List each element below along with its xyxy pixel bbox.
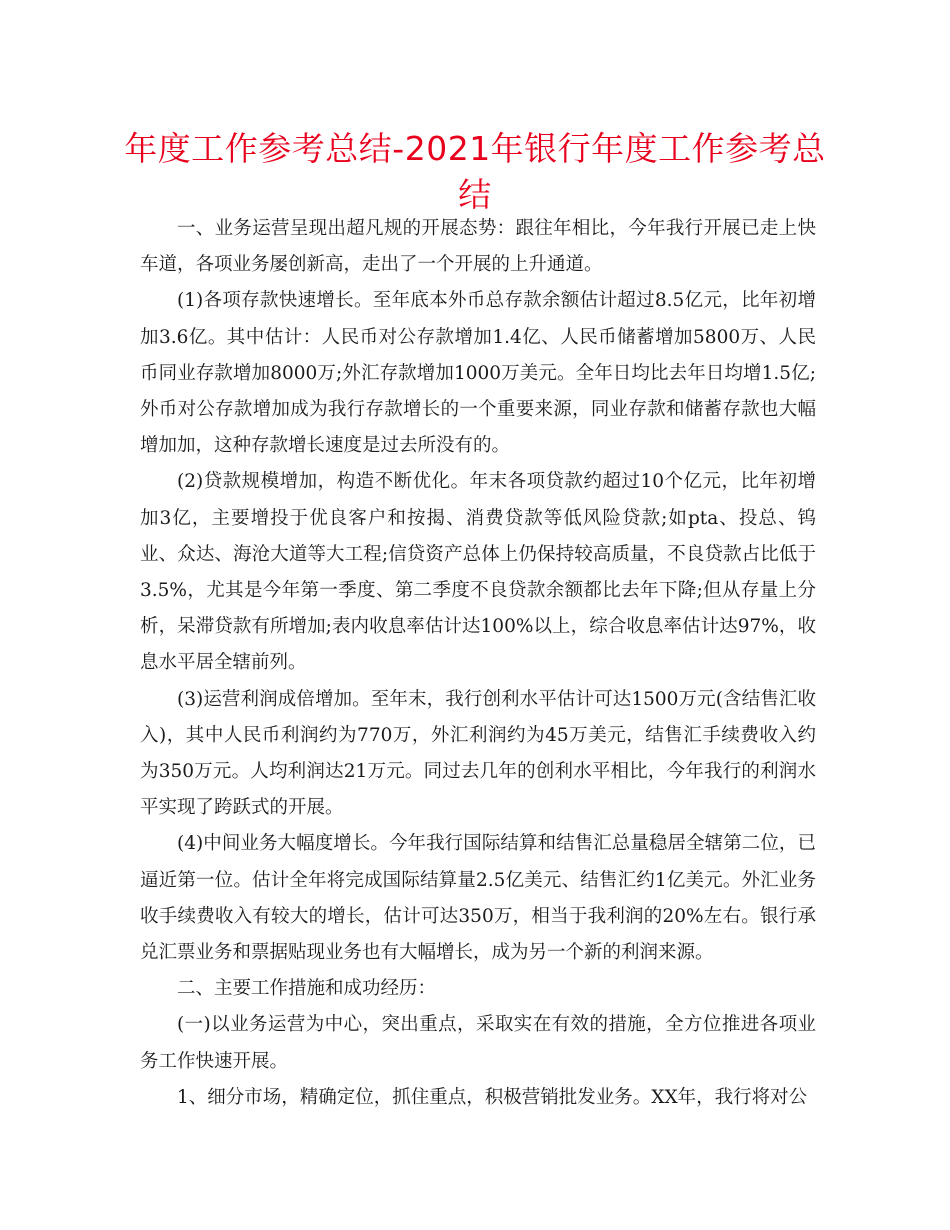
paragraph-8: 1、细分市场，精确定位，抓住重点，积极营销批发业务。XX年，我行将对公 (177, 1086, 808, 1108)
document-title: 年度工作参考总结-2021年银行年度工作参考总结 (124, 129, 826, 214)
paragraph-2: (1)各项存款快速增长。至年底本外币总存款余额估计超过8.5亿元，比年初增加3.6亿。其中估计：人民币对公存款增加1.4亿、人民币储蓄增加5800万、人民币同业存款增加8000万;外汇存款增加1000万美元。全年日均比去年日均增1.5亿;外币对公存款增加成为我行存款增长的一个重要来源，同业存款和储蓄存款也大幅增加加，这种存款增长速度是过去所没有的。 (140, 290, 816, 457)
document-body (140, 211, 816, 1116)
paragraph-7: (一)以业务运营为中心，突出重点，采取实在有效的措施，全方位推进各项业务工作快速开展。 (140, 1014, 816, 1072)
paragraph-4: (3)运营利润成倍增加。至年末，我行创利水平估计可达1500万元(含结售汇收入)，其中人民币利润约为770万，外汇利润约为45万美元，结售汇手续费收入约为350万元。人均利润达21万元。同过去几年的创利水平相比，今年我行的利润水平实现了跨跃式的开展。 (140, 688, 816, 819)
paragraph-1: 一、业务运营呈现出超凡规的开展态势：跟往年相比，今年我行开展已走上快车道，各项业务屡创新高，走出了一个开展的上升通道。 (140, 218, 816, 276)
paragraph-6: 二、主要工作措施和成功经历： (177, 978, 437, 1000)
paragraph-3: (2)贷款规模增加，构造不断优化。年末各项贷款约超过10个亿元，比年初增加3亿，主要增投于优良客户和按揭、消费贷款等低风险贷款;如pta、投总、钨业、众达、海沧大道等大工程;信贷资产总体上仍保持较高质量，不良贷款占比低于3.5%，尤其是今年第一季度、第二季度不良贷款余额都比去年下降;但从存量上分析，呆滞贷款有所增加;表内收息率估计达100%以上，综合收息率估计达97%，收息水平居全辖前列。 (140, 471, 816, 674)
paragraph-5: (4)中间业务大幅度增长。今年我行国际结算和结售汇总量稳居全辖第二位，已逼近第一位。估计全年将完成国际结算量2.5亿美元、结售汇约1亿美元。外汇业务收手续费收入有较大的增长，估计可达350万，相当于我利润的20%左右。银行承兑汇票业务和票据贴现业务也有大幅增长，成为另一个新的利润来源。 (140, 833, 816, 964)
